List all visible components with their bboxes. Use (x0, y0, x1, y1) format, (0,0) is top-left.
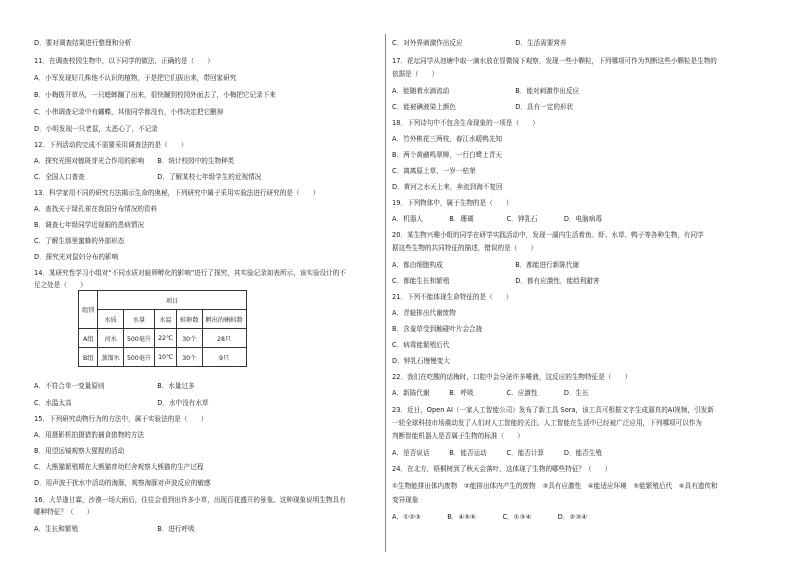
text-line: 13．科学家用不同的研究方法揭示生命的奥秘，下列研究中属于采用实验法进行研究的是（ ） (34, 189, 320, 197)
text-line: C．大熊猫繁殖期在大熊猫育幼栏舍观察大熊猫的生产过程 (34, 463, 204, 471)
text-line: C．对外界刺激作出反应 D．生活需要营养 (392, 39, 567, 47)
text-line: C．能被碘液染上颜色 D．具有一定的形状 (392, 103, 574, 111)
text-line: C．了解生那里蜜蜂的外部形态 (34, 237, 125, 245)
text-line: C．病毒能繁殖后代 (392, 341, 450, 349)
table-cell: 河水 (98, 329, 124, 348)
text-line: B．调查七年级同学近视眼的患病情况 (34, 221, 145, 229)
text-line: B．两个黄鹂鸣翠柳，一行白鹭上青天 (392, 151, 503, 159)
table-cell: 28只 (202, 329, 246, 348)
text-line: C．小伟调查记录中有蝴蝶，其他同学都没有，小伟决定把它删掉 (34, 108, 224, 116)
table-cell: 500毫升 (123, 329, 154, 348)
table-cell: 蒸馏水 (98, 348, 124, 367)
text-line: D．要对调查结果进行整理和分析 (34, 39, 132, 47)
text-line: 19．下列物体中，属于生物的是（ ） (392, 199, 513, 207)
column-header: 水量 (123, 310, 154, 329)
text-line: A．竹外桃花三两枝，春江水暖鸭先知 (392, 135, 503, 143)
text-line: C．全国人口普查 D．了解某校七年级学生的近视情况 (34, 173, 262, 181)
column-header: 水温 (155, 310, 177, 329)
text-line: 12．下列活动的完成不需要采用调查法的是（ ） (34, 141, 188, 149)
text-line: 18．下列诗句中不包含生命现象的一项是（ ） (392, 119, 539, 127)
project-header-cell: 项目 (98, 291, 246, 310)
text-line: D．黄河之水天上来，奔流到海不复回 (392, 183, 503, 191)
table-cell: 10℃ (155, 348, 177, 367)
table-row (79, 348, 247, 367)
text-line: A．新陈代谢 B．呼吸 C．应激性 D．生长 (392, 389, 589, 397)
text-line: 21．下列不能体现生命特征的是（ ） (392, 293, 513, 301)
text-line: A．都由细胞构成 B．都能进行新陈代谢 (392, 261, 580, 269)
column-header: 蛙卵数 (176, 310, 202, 329)
table-row (79, 329, 247, 348)
text-line: 24．在北方，梧桐树到了秋天会落叶，这体现了生物的哪些特征？（ ） (392, 465, 612, 473)
text-line: A．能随着水滴流动 B．能对刺激作出反应 (392, 87, 580, 95)
column-header: 水质 (98, 310, 124, 329)
text-line: B．含羞草受到触碰叶片会合拢 (392, 325, 483, 333)
text-line: 判断智能机器人是否属于生物的标准（ ） (392, 432, 524, 440)
table-cell: 30个 (176, 329, 202, 348)
table-cell: 30个 (176, 348, 202, 367)
table-cell: 500毫升 (123, 348, 154, 367)
text-line: A．生长和繁殖 B．进行呼吸 (34, 525, 195, 533)
text-line: A．探究光照对蝗斑芽光合作用的影响 B．统计校园中的生物种类 (34, 157, 235, 165)
text-line: A．青蛙排出代谢废物 (392, 309, 456, 317)
text-line: A．①②③ B．④⑤⑥ C．①③④ D．②③④ (392, 513, 588, 521)
text-line: B．用望远镜观察大猩猩的活动 (34, 447, 125, 455)
text-line: 一轮全球科技市场震动发了人们对人工智能的关注。人工智能在生活中已经被广泛应用，下列哪项可以作为 (392, 419, 702, 427)
text-line: A．查找关于绿孔雀在我国分布情况的资料 (34, 205, 158, 213)
text-line: 哪种特征？（ ） (34, 508, 94, 516)
text-line: 22．我们在吃酸的话梅时，口腔中会分泌许多唾液，这反应的生物特征是（ ） (392, 373, 632, 381)
column-header: 孵出的蝌蚪数 (202, 310, 246, 329)
text-line: A．用摄影机拍摄猎豹捕食猎物的方法 (34, 431, 145, 439)
text-line: A．机器人 B．珊瑚 C．钟乳石 D．电脑病毒 (392, 215, 602, 223)
text-line: A．是否说话 B．能否运动 C．能否计算 D．能否生殖 (392, 449, 602, 457)
text-line: 17．花坛同学从池塘中取一滴水放在显微镜下观察，发现一些小颗粒，下列哪项可作为判断这些小颗粒是生物的 (392, 57, 717, 65)
text-line: 23．近日，Open AI（一家人工智能公司）发布了新工具 Sora，该工具可根据文字生成逼真的AI视频，引发新 (392, 406, 714, 414)
text-line: 据这些生物的共同特征的描述，错误的是（ ） (392, 244, 538, 252)
table-cell: 22℃ (155, 329, 177, 348)
text-line: 11．在调查校园生物中，以下同学的做法，正确的是（ ） (34, 57, 214, 65)
group-cell: B组 (79, 348, 98, 367)
group-cell: A组 (79, 329, 98, 348)
text-line: C．都能生长和繁殖 D．都有应激性，能趋利避害 (392, 277, 600, 285)
text-line: 15．下列研究动物行为的方法中，属于实验法的是（ ） (34, 415, 208, 423)
text-line: A．小军发现好几株他不认识的植物，于是把它们拔出来，带回家研究 (34, 74, 237, 82)
text-line: B．小梅拨开草丛，一只蟋蟀蹦了出来，很快蹦到校园外面去了，小梅把它记录下来 (34, 91, 276, 99)
text-line: 14．某研究性学习小组对“不同水质对蛙卵孵化的影响”进行了探究，其实验记录如表所示，该实验设计的不 (34, 269, 346, 277)
text-line: C．离离原上草，一岁一枯荣 (392, 167, 476, 175)
text-line: D．小明发现一只老鼠，太恶心了，不记录 (34, 125, 158, 133)
group-header-cell: 组别 (79, 291, 98, 329)
text-line: 20．某生物兴趣小组的同学在研学实践活动中，发现一湖内生活着鱼、虾、水草、鸭子等各种生物，有同学 (392, 231, 704, 239)
text-line: D．探究光对鼠妇分布的影响 (34, 253, 119, 261)
text-line: 足之处是（ ） (34, 281, 87, 289)
text-line: 变异现象 (392, 496, 419, 504)
text-line: C．水温太高 D．水中没有水草 (34, 399, 209, 407)
text-line: D．钟乳石慢慢变大 (392, 357, 450, 365)
text-line: D．用声波干扰水中活动的海豚，观察海豚对声波反应的敏感 (34, 479, 211, 487)
text-line: A．不符合单一变量原则 B．水量过多 (34, 382, 195, 390)
text-line: ①生物能排出体内废物 ②能排出体内产生的废物 ③具有应激性 ④能适应环境 ⑤能繁殖后代 ⑥具有遗传和 (392, 482, 718, 490)
text-line: 依据是（ ） (392, 70, 439, 78)
table-cell: 9只 (202, 348, 246, 367)
text-line: 16．大旱逢甘霖，沙漠一场大雨后，往往会看到出许多小草，出现百花盛开的景象。这种现象说明生物具有 (34, 496, 346, 504)
experiment-table (78, 290, 247, 367)
column-divider (385, 34, 386, 552)
